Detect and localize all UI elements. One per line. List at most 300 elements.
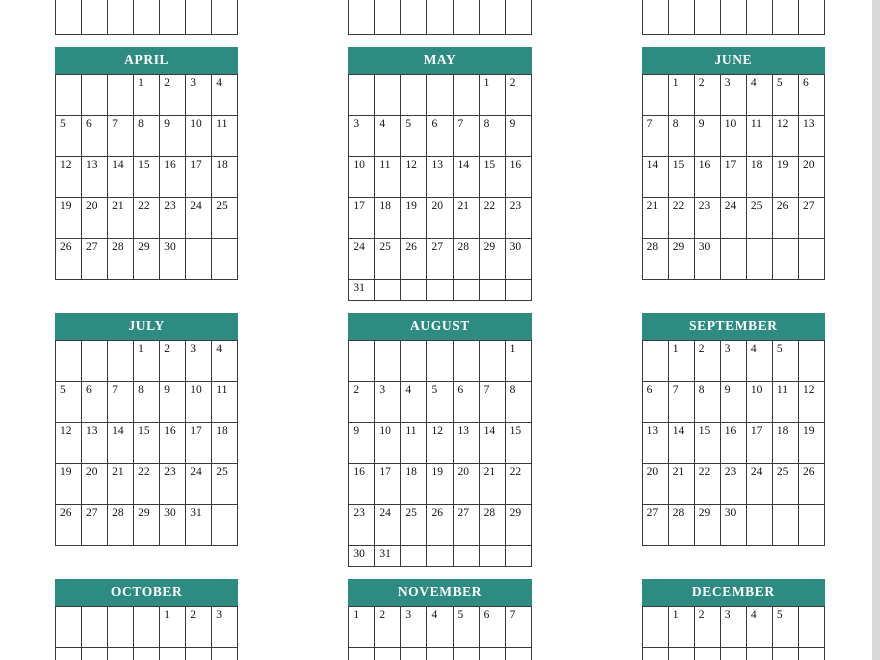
day-cell[interactable]: 28: [642, 239, 668, 280]
day-cell[interactable]: 24: [375, 505, 401, 546]
day-cell-empty[interactable]: [668, 648, 694, 660]
day-cell-empty[interactable]: [108, 648, 134, 660]
day-cell-empty[interactable]: [82, 648, 108, 660]
day-cell[interactable]: 3: [720, 75, 746, 116]
day-cell[interactable]: 11: [401, 423, 427, 464]
day-cell-empty[interactable]: [642, 75, 668, 116]
day-cell-empty[interactable]: [82, 0, 108, 35]
day-cell[interactable]: 31: [375, 546, 401, 567]
day-cell-empty[interactable]: [401, 0, 427, 35]
week-row: [642, 75, 824, 116]
day-cell-empty[interactable]: [375, 0, 401, 35]
day-cell-empty[interactable]: [212, 648, 238, 660]
day-cell-empty[interactable]: [186, 0, 212, 35]
week-row: [349, 75, 531, 116]
day-cell[interactable]: 30: [349, 546, 375, 567]
day-cell[interactable]: 8: [668, 116, 694, 157]
day-cell[interactable]: 8: [134, 116, 160, 157]
day-cell[interactable]: 19: [427, 464, 453, 505]
day-cell[interactable]: 16: [349, 464, 375, 505]
day-cell[interactable]: 12: [427, 423, 453, 464]
day-cell-empty[interactable]: [160, 648, 186, 660]
day-cell[interactable]: 21: [108, 464, 134, 505]
day-cell[interactable]: 26: [401, 239, 427, 280]
day-cell[interactable]: 7: [453, 116, 479, 157]
day-cell[interactable]: 14: [668, 423, 694, 464]
day-cell[interactable]: 19: [798, 423, 824, 464]
day-cell[interactable]: 7: [108, 116, 134, 157]
day-cell[interactable]: 17: [186, 157, 212, 198]
day-cell[interactable]: 29: [479, 239, 505, 280]
day-cell[interactable]: 5: [772, 341, 798, 382]
day-cell[interactable]: 13: [642, 423, 668, 464]
week-row: [349, 648, 531, 660]
day-cell[interactable]: 9: [694, 116, 720, 157]
day-cell[interactable]: 12: [56, 157, 82, 198]
day-cell[interactable]: 20: [453, 464, 479, 505]
day-cell[interactable]: 19: [56, 464, 82, 505]
day-cell[interactable]: 2: [186, 607, 212, 648]
day-cell[interactable]: 17: [375, 464, 401, 505]
day-cell[interactable]: 11: [212, 382, 238, 423]
day-cell[interactable]: 6: [798, 75, 824, 116]
day-cell[interactable]: 2: [505, 75, 531, 116]
day-cell[interactable]: 23: [160, 198, 186, 239]
day-cell[interactable]: 6: [82, 116, 108, 157]
day-cell-empty[interactable]: [427, 0, 453, 35]
day-cell[interactable]: 18: [212, 423, 238, 464]
day-cell-empty[interactable]: [772, 505, 798, 546]
day-cell[interactable]: 1: [668, 341, 694, 382]
day-cell-empty[interactable]: [505, 648, 531, 660]
day-cell[interactable]: 25: [375, 239, 401, 280]
day-cell[interactable]: 6: [82, 382, 108, 423]
day-cell[interactable]: 19: [56, 198, 82, 239]
day-cell-empty[interactable]: [349, 341, 375, 382]
day-cell[interactable]: 22: [134, 464, 160, 505]
day-cell-empty[interactable]: [82, 75, 108, 116]
day-cell[interactable]: 27: [82, 505, 108, 546]
day-cell[interactable]: 31: [186, 505, 212, 546]
day-cell-empty[interactable]: [108, 341, 134, 382]
day-cell[interactable]: 30: [720, 505, 746, 546]
day-cell[interactable]: 27: [427, 239, 453, 280]
day-cell-empty[interactable]: [479, 0, 505, 35]
day-cell[interactable]: 12: [772, 116, 798, 157]
day-cell-empty[interactable]: [746, 0, 772, 35]
day-cell-empty[interactable]: [720, 239, 746, 280]
day-cell-empty[interactable]: [642, 648, 668, 660]
day-cell-empty[interactable]: [375, 75, 401, 116]
day-cell[interactable]: 19: [401, 198, 427, 239]
day-cell[interactable]: 25: [212, 464, 238, 505]
day-cell[interactable]: 21: [479, 464, 505, 505]
day-cell[interactable]: 23: [505, 198, 531, 239]
day-cell[interactable]: 5: [427, 382, 453, 423]
day-cell[interactable]: 2: [160, 341, 186, 382]
day-cell[interactable]: 20: [642, 464, 668, 505]
day-cell[interactable]: 4: [401, 382, 427, 423]
day-cell-empty[interactable]: [798, 505, 824, 546]
day-cell[interactable]: 15: [134, 423, 160, 464]
day-cell[interactable]: 16: [505, 157, 531, 198]
day-cell[interactable]: 17: [349, 198, 375, 239]
day-cell-empty[interactable]: [212, 0, 238, 35]
day-cell[interactable]: 8: [694, 382, 720, 423]
day-cell[interactable]: 29: [134, 239, 160, 280]
day-cell-empty[interactable]: [505, 280, 531, 301]
day-cell[interactable]: 15: [479, 157, 505, 198]
day-cell[interactable]: 8: [134, 382, 160, 423]
day-cell[interactable]: 31: [349, 280, 375, 301]
day-cell[interactable]: 17: [746, 423, 772, 464]
day-cell-empty[interactable]: [427, 341, 453, 382]
day-cell[interactable]: 11: [375, 157, 401, 198]
day-cell[interactable]: 1: [505, 341, 531, 382]
day-cell[interactable]: 7: [108, 382, 134, 423]
day-cell-empty[interactable]: [720, 648, 746, 660]
day-cell-empty[interactable]: [746, 648, 772, 660]
day-cell[interactable]: 13: [427, 157, 453, 198]
day-cell[interactable]: 25: [746, 198, 772, 239]
day-cell-empty[interactable]: [186, 239, 212, 280]
day-cell-empty[interactable]: [668, 0, 694, 35]
day-cell-empty[interactable]: [427, 280, 453, 301]
day-cell[interactable]: 2: [375, 607, 401, 648]
day-cell-empty[interactable]: [134, 607, 160, 648]
day-cell[interactable]: 26: [427, 505, 453, 546]
day-cell[interactable]: 28: [453, 239, 479, 280]
day-cell-empty[interactable]: [349, 75, 375, 116]
day-cell[interactable]: 13: [798, 116, 824, 157]
day-cell[interactable]: 10: [746, 382, 772, 423]
day-cell-empty[interactable]: [349, 648, 375, 660]
day-cell-empty[interactable]: [479, 648, 505, 660]
day-cell[interactable]: 23: [160, 464, 186, 505]
day-cell-empty[interactable]: [642, 607, 668, 648]
day-cell[interactable]: 2: [349, 382, 375, 423]
day-cell[interactable]: 21: [642, 198, 668, 239]
day-cell[interactable]: 1: [668, 607, 694, 648]
day-cell[interactable]: 4: [212, 341, 238, 382]
day-cell-empty[interactable]: [108, 0, 134, 35]
day-cell[interactable]: 22: [479, 198, 505, 239]
day-cell[interactable]: 11: [772, 382, 798, 423]
day-cell[interactable]: 5: [401, 116, 427, 157]
day-cell[interactable]: 8: [479, 116, 505, 157]
day-cell[interactable]: 16: [694, 157, 720, 198]
day-cell[interactable]: 30: [160, 505, 186, 546]
day-cell[interactable]: 7: [642, 116, 668, 157]
day-cell[interactable]: 15: [505, 423, 531, 464]
day-cell-empty[interactable]: [798, 239, 824, 280]
day-cell[interactable]: 16: [160, 157, 186, 198]
day-cell[interactable]: 18: [772, 423, 798, 464]
day-cell-empty[interactable]: [798, 648, 824, 660]
day-cell[interactable]: 4: [746, 75, 772, 116]
day-cell-empty[interactable]: [56, 75, 82, 116]
day-cell[interactable]: 12: [798, 382, 824, 423]
day-cell[interactable]: 1: [349, 607, 375, 648]
day-cell-empty[interactable]: [479, 341, 505, 382]
day-cell-empty[interactable]: [479, 280, 505, 301]
day-cell[interactable]: 23: [720, 464, 746, 505]
day-cell[interactable]: 27: [82, 239, 108, 280]
day-cell-empty[interactable]: [479, 546, 505, 567]
day-cell-empty[interactable]: [134, 648, 160, 660]
day-cell[interactable]: 13: [82, 157, 108, 198]
day-cell[interactable]: 5: [772, 75, 798, 116]
day-cell-empty[interactable]: [642, 0, 668, 35]
day-cell-empty[interactable]: [427, 648, 453, 660]
month-block: [0, 41, 293, 307]
day-cell[interactable]: 1: [134, 341, 160, 382]
day-cell[interactable]: 12: [56, 423, 82, 464]
day-cell-empty[interactable]: [212, 505, 238, 546]
day-cell[interactable]: 3: [212, 607, 238, 648]
page-right-margin: [872, 0, 880, 660]
day-cell[interactable]: 3: [349, 116, 375, 157]
day-cell[interactable]: 14: [453, 157, 479, 198]
day-cell-empty[interactable]: [453, 280, 479, 301]
day-cell[interactable]: 26: [56, 239, 82, 280]
day-cell-empty[interactable]: [427, 546, 453, 567]
day-cell[interactable]: 21: [108, 198, 134, 239]
day-cell[interactable]: 4: [212, 75, 238, 116]
day-cell[interactable]: 3: [720, 341, 746, 382]
day-cell[interactable]: 6: [642, 382, 668, 423]
day-cell[interactable]: 3: [401, 607, 427, 648]
day-cell-empty[interactable]: [375, 341, 401, 382]
day-cell[interactable]: 4: [375, 116, 401, 157]
day-cell-empty[interactable]: [694, 0, 720, 35]
day-cell[interactable]: 6: [453, 382, 479, 423]
day-cell[interactable]: 10: [186, 382, 212, 423]
day-cell[interactable]: 2: [694, 75, 720, 116]
day-cell-empty[interactable]: [375, 648, 401, 660]
day-cell[interactable]: 29: [694, 505, 720, 546]
day-cell[interactable]: 27: [453, 505, 479, 546]
day-cell-empty[interactable]: [108, 75, 134, 116]
day-cell[interactable]: 26: [772, 198, 798, 239]
day-cell[interactable]: 13: [453, 423, 479, 464]
day-cell-empty[interactable]: [349, 0, 375, 35]
day-cell[interactable]: 24: [720, 198, 746, 239]
day-cell-empty[interactable]: [401, 75, 427, 116]
day-cell[interactable]: 15: [668, 157, 694, 198]
day-cell-empty[interactable]: [401, 280, 427, 301]
day-cell[interactable]: 12: [401, 157, 427, 198]
day-cell-empty[interactable]: [798, 607, 824, 648]
day-cell[interactable]: 20: [82, 198, 108, 239]
day-cell[interactable]: 30: [694, 239, 720, 280]
day-cell[interactable]: 21: [668, 464, 694, 505]
week-row: [56, 382, 238, 423]
day-cell[interactable]: 4: [746, 607, 772, 648]
day-cell[interactable]: 18: [212, 157, 238, 198]
month-title: AUGUST: [348, 313, 531, 340]
day-cell[interactable]: 28: [108, 239, 134, 280]
day-cell[interactable]: 22: [134, 198, 160, 239]
day-cell[interactable]: 30: [160, 239, 186, 280]
day-cell[interactable]: 28: [108, 505, 134, 546]
day-cell[interactable]: 9: [505, 116, 531, 157]
day-cell[interactable]: 5: [772, 607, 798, 648]
day-cell[interactable]: 25: [212, 198, 238, 239]
day-cell[interactable]: 20: [798, 157, 824, 198]
day-cell-empty[interactable]: [453, 648, 479, 660]
day-cell[interactable]: 27: [798, 198, 824, 239]
day-cell-empty[interactable]: [798, 0, 824, 35]
day-cell[interactable]: 5: [56, 116, 82, 157]
day-cell[interactable]: 15: [694, 423, 720, 464]
day-cell[interactable]: 21: [453, 198, 479, 239]
day-cell[interactable]: 29: [505, 505, 531, 546]
day-cell[interactable]: 1: [479, 75, 505, 116]
day-cell[interactable]: 3: [186, 341, 212, 382]
day-cell[interactable]: 5: [453, 607, 479, 648]
day-cell[interactable]: 10: [375, 423, 401, 464]
day-cell-empty[interactable]: [642, 341, 668, 382]
day-cell-empty[interactable]: [772, 0, 798, 35]
day-cell-empty[interactable]: [772, 239, 798, 280]
week-row: [642, 607, 824, 648]
day-cell[interactable]: 2: [694, 607, 720, 648]
day-cell-empty[interactable]: [186, 648, 212, 660]
day-cell[interactable]: 14: [642, 157, 668, 198]
day-cell[interactable]: 4: [746, 341, 772, 382]
day-cell[interactable]: 18: [746, 157, 772, 198]
day-cell[interactable]: 9: [160, 116, 186, 157]
day-cell-empty[interactable]: [746, 505, 772, 546]
day-cell[interactable]: 6: [479, 607, 505, 648]
day-cell-empty[interactable]: [108, 607, 134, 648]
day-cell-empty[interactable]: [772, 648, 798, 660]
day-cell[interactable]: 25: [401, 505, 427, 546]
day-cell-empty[interactable]: [82, 341, 108, 382]
day-cell[interactable]: 15: [134, 157, 160, 198]
day-cell-empty[interactable]: [453, 75, 479, 116]
day-cell[interactable]: 29: [134, 505, 160, 546]
day-cell[interactable]: 24: [186, 464, 212, 505]
day-cell[interactable]: 18: [375, 198, 401, 239]
day-cell-empty[interactable]: [56, 341, 82, 382]
day-cell-empty[interactable]: [401, 648, 427, 660]
day-cell[interactable]: 22: [694, 464, 720, 505]
day-cell-empty[interactable]: [746, 239, 772, 280]
day-cell[interactable]: 2: [160, 75, 186, 116]
day-cell[interactable]: 17: [186, 423, 212, 464]
day-cell[interactable]: 23: [349, 505, 375, 546]
day-cell[interactable]: 22: [505, 464, 531, 505]
day-cell[interactable]: 3: [720, 607, 746, 648]
day-cell[interactable]: 10: [720, 116, 746, 157]
day-cell-empty[interactable]: [134, 0, 160, 35]
day-cell[interactable]: 23: [694, 198, 720, 239]
day-cell[interactable]: 13: [82, 423, 108, 464]
week-row: [349, 157, 531, 198]
day-cell[interactable]: 5: [56, 382, 82, 423]
day-cell-empty[interactable]: [401, 341, 427, 382]
day-cell[interactable]: 2: [694, 341, 720, 382]
day-cell[interactable]: 9: [349, 423, 375, 464]
day-cell-empty[interactable]: [453, 546, 479, 567]
week-row: [349, 239, 531, 280]
day-cell[interactable]: 24: [349, 239, 375, 280]
day-cell[interactable]: 24: [186, 198, 212, 239]
day-cell[interactable]: 10: [349, 157, 375, 198]
day-cell[interactable]: 28: [479, 505, 505, 546]
day-cell[interactable]: 3: [186, 75, 212, 116]
day-cell[interactable]: 26: [798, 464, 824, 505]
day-cell-empty[interactable]: [82, 607, 108, 648]
day-cell-empty[interactable]: [453, 341, 479, 382]
day-cell[interactable]: 7: [505, 607, 531, 648]
day-cell-empty[interactable]: [798, 341, 824, 382]
day-cell[interactable]: 20: [82, 464, 108, 505]
day-cell[interactable]: 28: [668, 505, 694, 546]
day-cell[interactable]: 18: [401, 464, 427, 505]
day-cell[interactable]: 1: [160, 607, 186, 648]
day-cell[interactable]: 7: [668, 382, 694, 423]
day-cell-empty[interactable]: [505, 546, 531, 567]
day-cell[interactable]: 16: [720, 423, 746, 464]
day-cell-empty[interactable]: [453, 0, 479, 35]
week-row: [642, 382, 824, 423]
day-cell-empty[interactable]: [56, 0, 82, 35]
day-cell[interactable]: 25: [772, 464, 798, 505]
day-cell[interactable]: 9: [160, 382, 186, 423]
day-cell[interactable]: 9: [720, 382, 746, 423]
day-cell[interactable]: 27: [642, 505, 668, 546]
day-cell[interactable]: 30: [505, 239, 531, 280]
day-cell[interactable]: 19: [772, 157, 798, 198]
day-cell-empty[interactable]: [401, 546, 427, 567]
day-cell[interactable]: 6: [427, 116, 453, 157]
week-row: [349, 280, 531, 301]
week-row: [642, 505, 824, 546]
day-cell-empty[interactable]: [720, 0, 746, 35]
day-cell-empty[interactable]: [427, 75, 453, 116]
day-cell[interactable]: 16: [160, 423, 186, 464]
day-cell[interactable]: 14: [108, 423, 134, 464]
day-cell[interactable]: 22: [668, 198, 694, 239]
day-cell[interactable]: 1: [134, 75, 160, 116]
day-cell-empty[interactable]: [505, 0, 531, 35]
day-cell[interactable]: 14: [108, 157, 134, 198]
day-cell-empty[interactable]: [56, 648, 82, 660]
day-cell[interactable]: 11: [746, 116, 772, 157]
day-cell[interactable]: 4: [427, 607, 453, 648]
day-cell[interactable]: 3: [375, 382, 401, 423]
day-cell[interactable]: 17: [720, 157, 746, 198]
day-cell-empty[interactable]: [56, 607, 82, 648]
day-cell[interactable]: 14: [479, 423, 505, 464]
day-cell[interactable]: 1: [668, 75, 694, 116]
day-cell-empty[interactable]: [160, 0, 186, 35]
day-cell-empty[interactable]: [375, 280, 401, 301]
day-cell[interactable]: 8: [505, 382, 531, 423]
day-cell[interactable]: 7: [479, 382, 505, 423]
day-cell[interactable]: 11: [212, 116, 238, 157]
day-cell-empty[interactable]: [694, 648, 720, 660]
day-cell[interactable]: 10: [186, 116, 212, 157]
day-cell-empty[interactable]: [212, 239, 238, 280]
day-cell[interactable]: 26: [56, 505, 82, 546]
day-cell[interactable]: 20: [427, 198, 453, 239]
day-cell[interactable]: 29: [668, 239, 694, 280]
day-cell[interactable]: 24: [746, 464, 772, 505]
